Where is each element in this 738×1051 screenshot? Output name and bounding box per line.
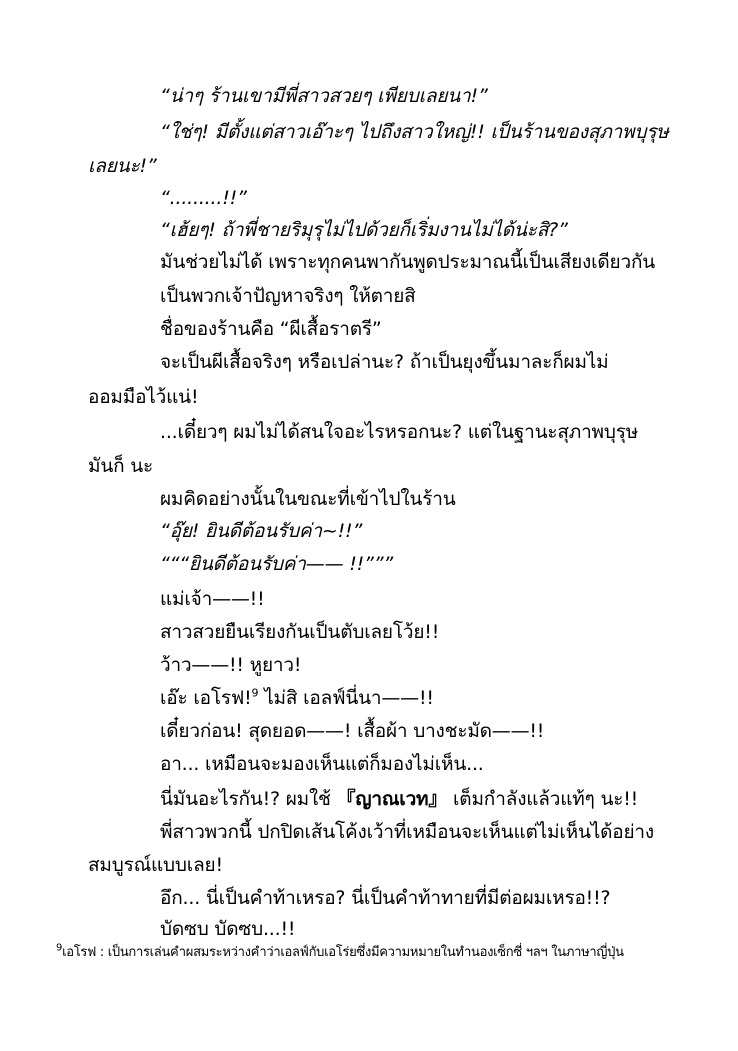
text-line-17: สาวสวยยืนเรียงกันเป็นตับเลยโว้ย!! [160, 621, 440, 643]
text-line-26: บัดซบ บัดซบ...!! [160, 918, 296, 940]
text-line-8: ชื่อของร้านคือ “ผีเสื้อราตรี” [160, 318, 382, 340]
text-line-20: เดี๋ยวก่อน! สุดยอด——! เสื้อผ้า บางชะมัด——!! [160, 720, 545, 742]
text-line-3: เลยนะ!” [88, 155, 157, 177]
text-line-13: ผมคิดอย่างนั้นในขณะที่เข้าไปในร้าน [160, 488, 456, 510]
text-line-14: “อุ๊ย! ยินดีต้อนรับค่า~!!” [160, 520, 363, 542]
footnote [56, 944, 624, 962]
text-line-15: “““ยินดีต้อนรับค่า—— !!””” [160, 553, 393, 575]
text-line-2: “ใช่ๆ! มีตั้งแต่สาวเอ๊าะๆ ไปถึงสาวใหญ่!! เป็นร้านของสุภาพบุรุษ [160, 121, 669, 143]
text-line-10: ออมมือไว้แน่! [88, 386, 199, 408]
text-segment: นี่มันอะไรกัน!? ผมใช้ [160, 788, 331, 810]
text-line-7: เป็นพวกเจ้าปัญหาจริงๆ ให้ตายสิ [160, 285, 416, 307]
text-line-24: สมบูรณ์แบบเลย! [88, 854, 223, 876]
skill-name: 『ญาณเวท』 [336, 788, 448, 810]
text-segment: ไม่สิ เอลฟ์นี่นา——!! [264, 687, 434, 709]
text-line-19 [160, 686, 434, 710]
text-line-1: “น่าๆ ร้านเขามีพี่สาวสวยๆ เพียบเลยนา!” [160, 85, 488, 107]
footnote-text: เอโรฟ : เป็นการเล่นคำผสมระหว่างคำว่าเอลฟ์กับเอโร่ยซึ่งมีความหมายในทำนองเซ็กซี่ ฯลฯ ในภาษาญี่ปุ่น [62, 945, 624, 960]
text-line-16: แม่เจ้า——!! [160, 588, 265, 610]
text-segment: เอ๊ะ เอโรฟ! [160, 687, 252, 709]
text-segment: เต็มกำลังแล้วแท้ๆ นะ!! [453, 788, 639, 810]
footnote-reference: 9 [251, 686, 259, 700]
text-line-5: “เฮ้ยๆ! ถ้าพี่ชายริมุรุไม่ไปด้วยก็เริ่มงานไม่ได้น่ะสิ?” [160, 219, 568, 241]
text-line-4: “.........!!” [160, 187, 247, 209]
text-line-11: ...เดี๋ยวๆ ผมไม่ได้สนใจอะไรหรอกนะ? แต่ในฐานะสุภาพบุรุษ [160, 421, 639, 443]
text-line-23: พี่สาวพวกนี้ ปกปิดเส้นโค้งเว้าที่เหมือนจะเห็นแต่ไม่เห็นได้อย่าง [160, 821, 654, 843]
text-line-22 [160, 787, 638, 811]
text-line-12: มันก็ นะ [88, 455, 154, 477]
text-line-9: จะเป็นผีเสื้อจริงๆ หรือเปล่านะ? ถ้าเป็นยุงขึ้นมาละก็ผมไม่ [160, 351, 609, 373]
text-line-21: อา... เหมือนจะมองเห็นแต่ก็มองไม่เห็น... [160, 753, 484, 775]
footnote-mark: 9 [56, 942, 63, 954]
text-line-6: มันช่วยไม่ได้ เพราะทุกคนพากันพูดประมาณนี้เป็นเสียงเดียวกัน [160, 251, 656, 273]
text-line-18: ว้าว——!! หูยาว! [160, 654, 302, 676]
text-line-25: อึก... นี่เป็นคำท้าเหรอ? นี่เป็นคำท้าทายที่มีต่อผมเหรอ!!? [160, 887, 611, 909]
